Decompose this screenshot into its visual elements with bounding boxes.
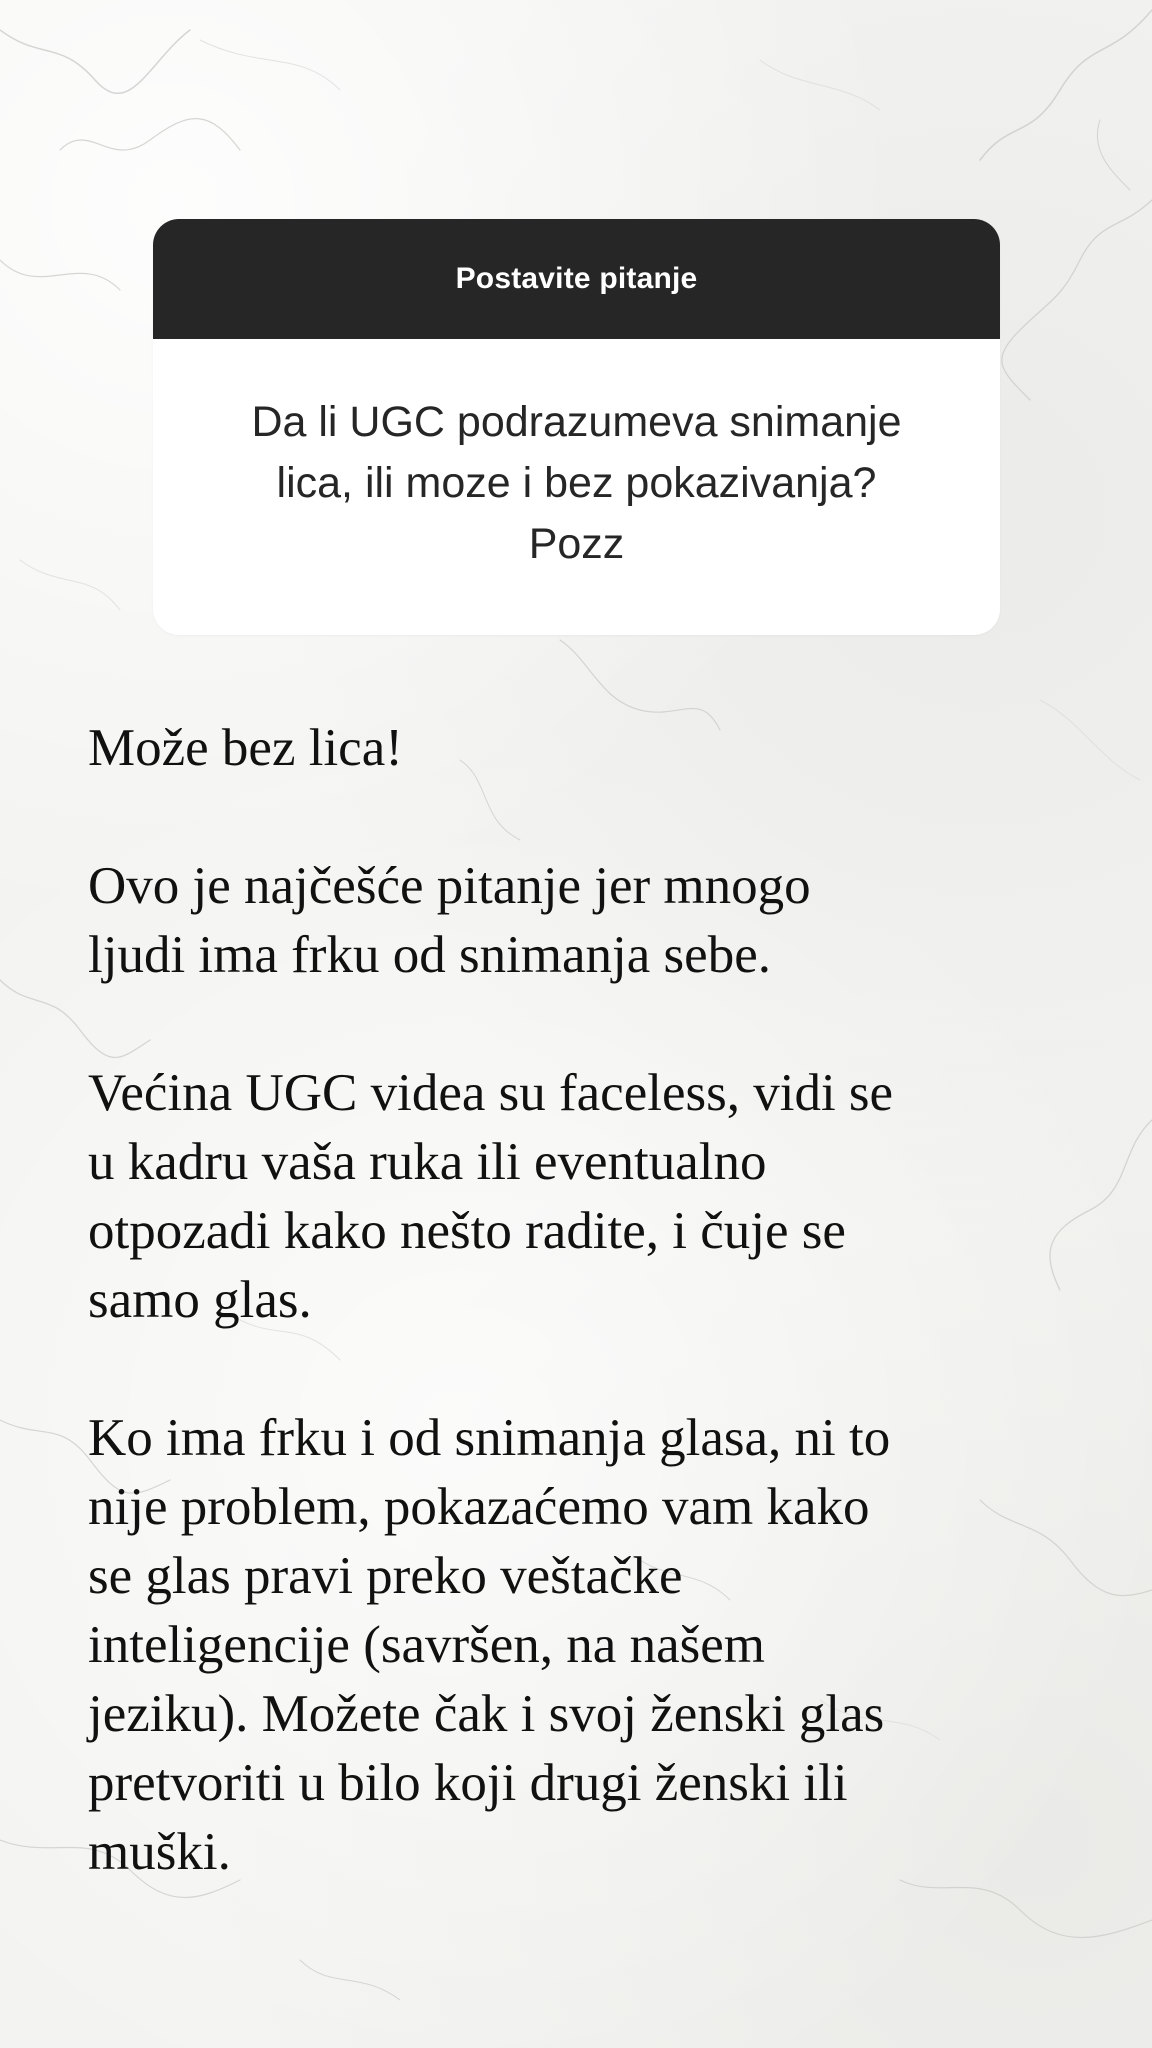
answer-text: Može bez lica! Ovo je najčešće pitanje jer mnogo ljudi ima frku od snimanja sebe. Većina UGC videa su faceless, vidi se u kadru vaša ruka ili eventualno otpozadi kako nešto radite, i čuje se samo glas. Ko ima frku i od snimanja glasa, ni to nije problem, pokazaćemo vam kako se glas pravi preko veštačke inteligencije (savršen, na našem jeziku). Možete čak i svoj ženski glas pretvoriti u bilo koji drugi ženski ili muški.	[88, 719, 894, 1881]
question-sticker	[153, 219, 1000, 635]
question-text: Da li UGC podrazumeva snimanje lica, ili moze i bez pokazivanja? Pozz	[251, 397, 902, 568]
question-sticker-body	[153, 339, 1000, 635]
question-sticker-title: Postavite pitanje	[455, 262, 698, 295]
question-sticker-header	[153, 219, 1000, 339]
